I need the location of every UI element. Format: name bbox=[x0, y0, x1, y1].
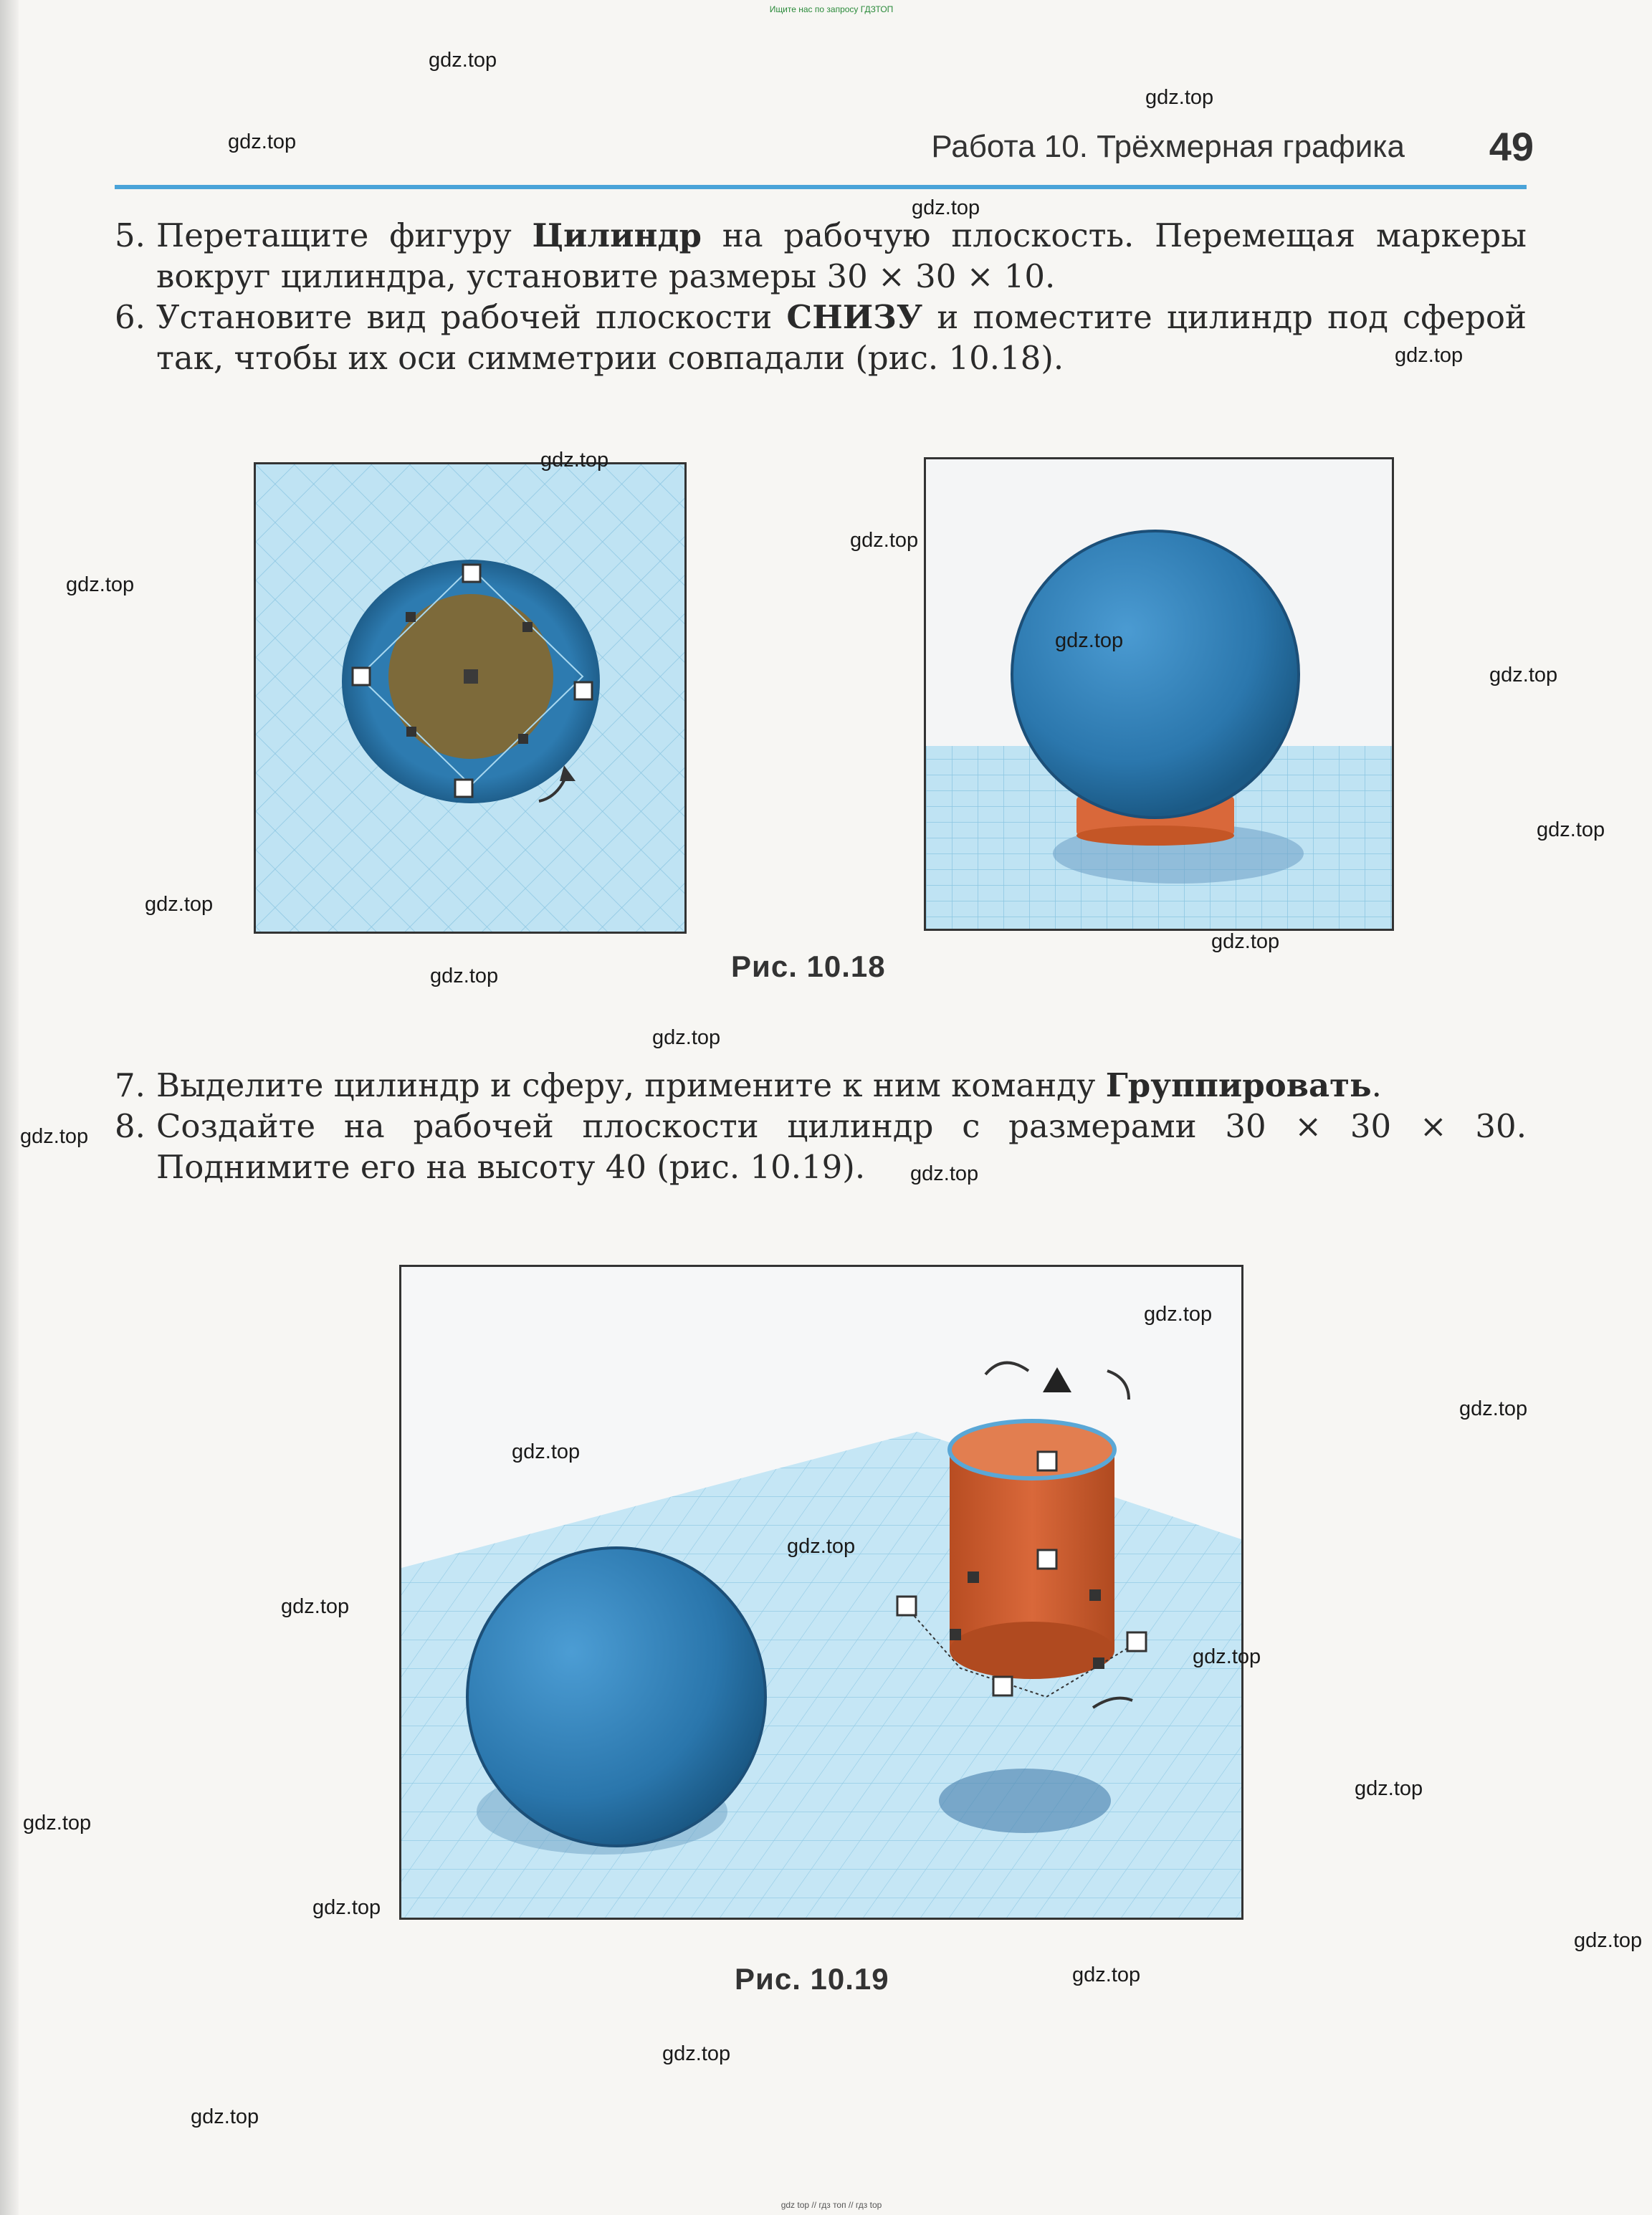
watermark: gdz.top bbox=[1489, 664, 1558, 686]
watermark: gdz.top bbox=[1193, 1645, 1261, 1668]
watermark: gdz.top bbox=[1055, 629, 1124, 652]
step-text-part: . bbox=[1371, 1066, 1382, 1104]
header-rule bbox=[115, 185, 1527, 189]
step-number: 6. bbox=[115, 298, 145, 336]
step-text-part: и поместите цилиндр под сферой так, чтобы их оси симметрии совпадали (рис. 10.18). bbox=[156, 298, 1527, 377]
cylinder-shadow bbox=[939, 1769, 1111, 1833]
figure-10-18-side-view bbox=[924, 457, 1394, 931]
watermark: gdz.top bbox=[191, 2105, 259, 2128]
watermark: gdz.top bbox=[145, 893, 214, 916]
watermark: gdz.top bbox=[540, 449, 609, 472]
step-text-part: Установите вид рабочей плоскости bbox=[156, 298, 787, 336]
figure-10-19-lifted-cylinder bbox=[399, 1265, 1243, 1920]
step-number: 8. bbox=[115, 1107, 145, 1145]
watermark: gdz.top bbox=[20, 1125, 89, 1148]
caption-figure-10-18: Рис. 10.18 bbox=[731, 949, 886, 983]
watermark: gdz.top bbox=[1459, 1397, 1528, 1420]
watermark: gdz.top bbox=[652, 1026, 721, 1049]
watermark: gdz.top bbox=[512, 1440, 581, 1463]
resize-handle[interactable] bbox=[575, 682, 592, 699]
term-group: Группировать bbox=[1105, 1066, 1372, 1104]
term-cylinder: Цилиндр bbox=[532, 216, 702, 254]
watermark: gdz.top bbox=[281, 1595, 350, 1618]
step-text-part: Перетащите фигуру bbox=[156, 216, 533, 254]
watermark: gdz.top bbox=[1355, 1777, 1423, 1800]
step-text bbox=[156, 1065, 1527, 1106]
watermark: gdz.top bbox=[662, 2042, 731, 2065]
watermark: gdz.top bbox=[850, 529, 919, 552]
watermark: gdz.top bbox=[1144, 1303, 1213, 1326]
bottom-view-illustration bbox=[256, 464, 684, 932]
watermark: gdz.top bbox=[430, 965, 499, 987]
step-text bbox=[156, 297, 1527, 378]
watermark: gdz.top bbox=[1072, 1963, 1141, 1986]
watermark: gdz.top bbox=[912, 196, 980, 219]
watermark: gdz.top bbox=[228, 130, 297, 153]
sphere-on-cylinder-illustration bbox=[926, 459, 1392, 929]
watermark: gdz.top bbox=[1211, 930, 1280, 953]
watermark: gdz.top bbox=[1574, 1929, 1643, 1952]
bottom-note: gdz top // гдз топ // гдз top bbox=[780, 2200, 882, 2210]
top-search-note: Ищите нас по запросу ГДЗТОП bbox=[769, 4, 894, 14]
resize-handle[interactable] bbox=[1038, 1550, 1056, 1569]
sphere bbox=[1012, 531, 1299, 818]
watermark: gdz.top bbox=[910, 1162, 979, 1185]
step-5 bbox=[115, 215, 1527, 297]
watermark: gdz.top bbox=[1395, 344, 1464, 367]
watermark: gdz.top bbox=[23, 1812, 92, 1834]
resize-handle[interactable] bbox=[1038, 1452, 1056, 1470]
step-text-part: Выделите цилиндр и сферу, примените к ним команду bbox=[156, 1066, 1106, 1104]
watermark: gdz.top bbox=[1145, 86, 1214, 109]
resize-handle[interactable] bbox=[993, 1677, 1012, 1695]
step-number: 7. bbox=[115, 1066, 145, 1104]
watermark: gdz.top bbox=[312, 1896, 381, 1919]
step-text bbox=[156, 215, 1527, 297]
resize-handle[interactable] bbox=[353, 668, 370, 685]
step-8 bbox=[115, 1106, 1527, 1187]
caption-figure-10-19: Рис. 10.19 bbox=[735, 1962, 889, 1996]
page-number: 49 bbox=[1489, 124, 1534, 169]
resize-handle[interactable] bbox=[463, 565, 480, 582]
watermark: gdz.top bbox=[1537, 818, 1605, 841]
resize-handle[interactable] bbox=[897, 1597, 916, 1615]
lifted-cylinder-illustration bbox=[401, 1267, 1241, 1918]
watermark: gdz.top bbox=[787, 1535, 856, 1558]
step-6 bbox=[115, 297, 1527, 378]
page-binding-shadow bbox=[0, 0, 19, 2215]
watermark: gdz.top bbox=[66, 573, 135, 596]
instruction-list-top bbox=[115, 215, 1527, 378]
watermark: gdz.top bbox=[429, 49, 497, 72]
sphere bbox=[467, 1548, 765, 1846]
step-number: 5. bbox=[115, 216, 145, 254]
figure-10-18-bottom-view bbox=[254, 462, 687, 934]
instruction-list-bottom bbox=[115, 1065, 1527, 1187]
step-text-part: на рабочую плоскость. Перемещая маркеры вокруг цилиндра, установите размеры 30 × 30 × 10. bbox=[156, 216, 1527, 295]
resize-handle[interactable] bbox=[455, 780, 472, 797]
step-text: Создайте на рабочей плоскости цилиндр с размерами 30 × 30 × 30. Поднимите его на высоту 40 (рис. 10.19). bbox=[156, 1107, 1527, 1186]
step-7 bbox=[115, 1065, 1527, 1106]
page-header-title: Работа 10. Трёхмерная графика bbox=[931, 129, 1405, 164]
term-view-bottom: СНИЗУ bbox=[786, 298, 923, 336]
resize-handle[interactable] bbox=[1127, 1632, 1146, 1651]
